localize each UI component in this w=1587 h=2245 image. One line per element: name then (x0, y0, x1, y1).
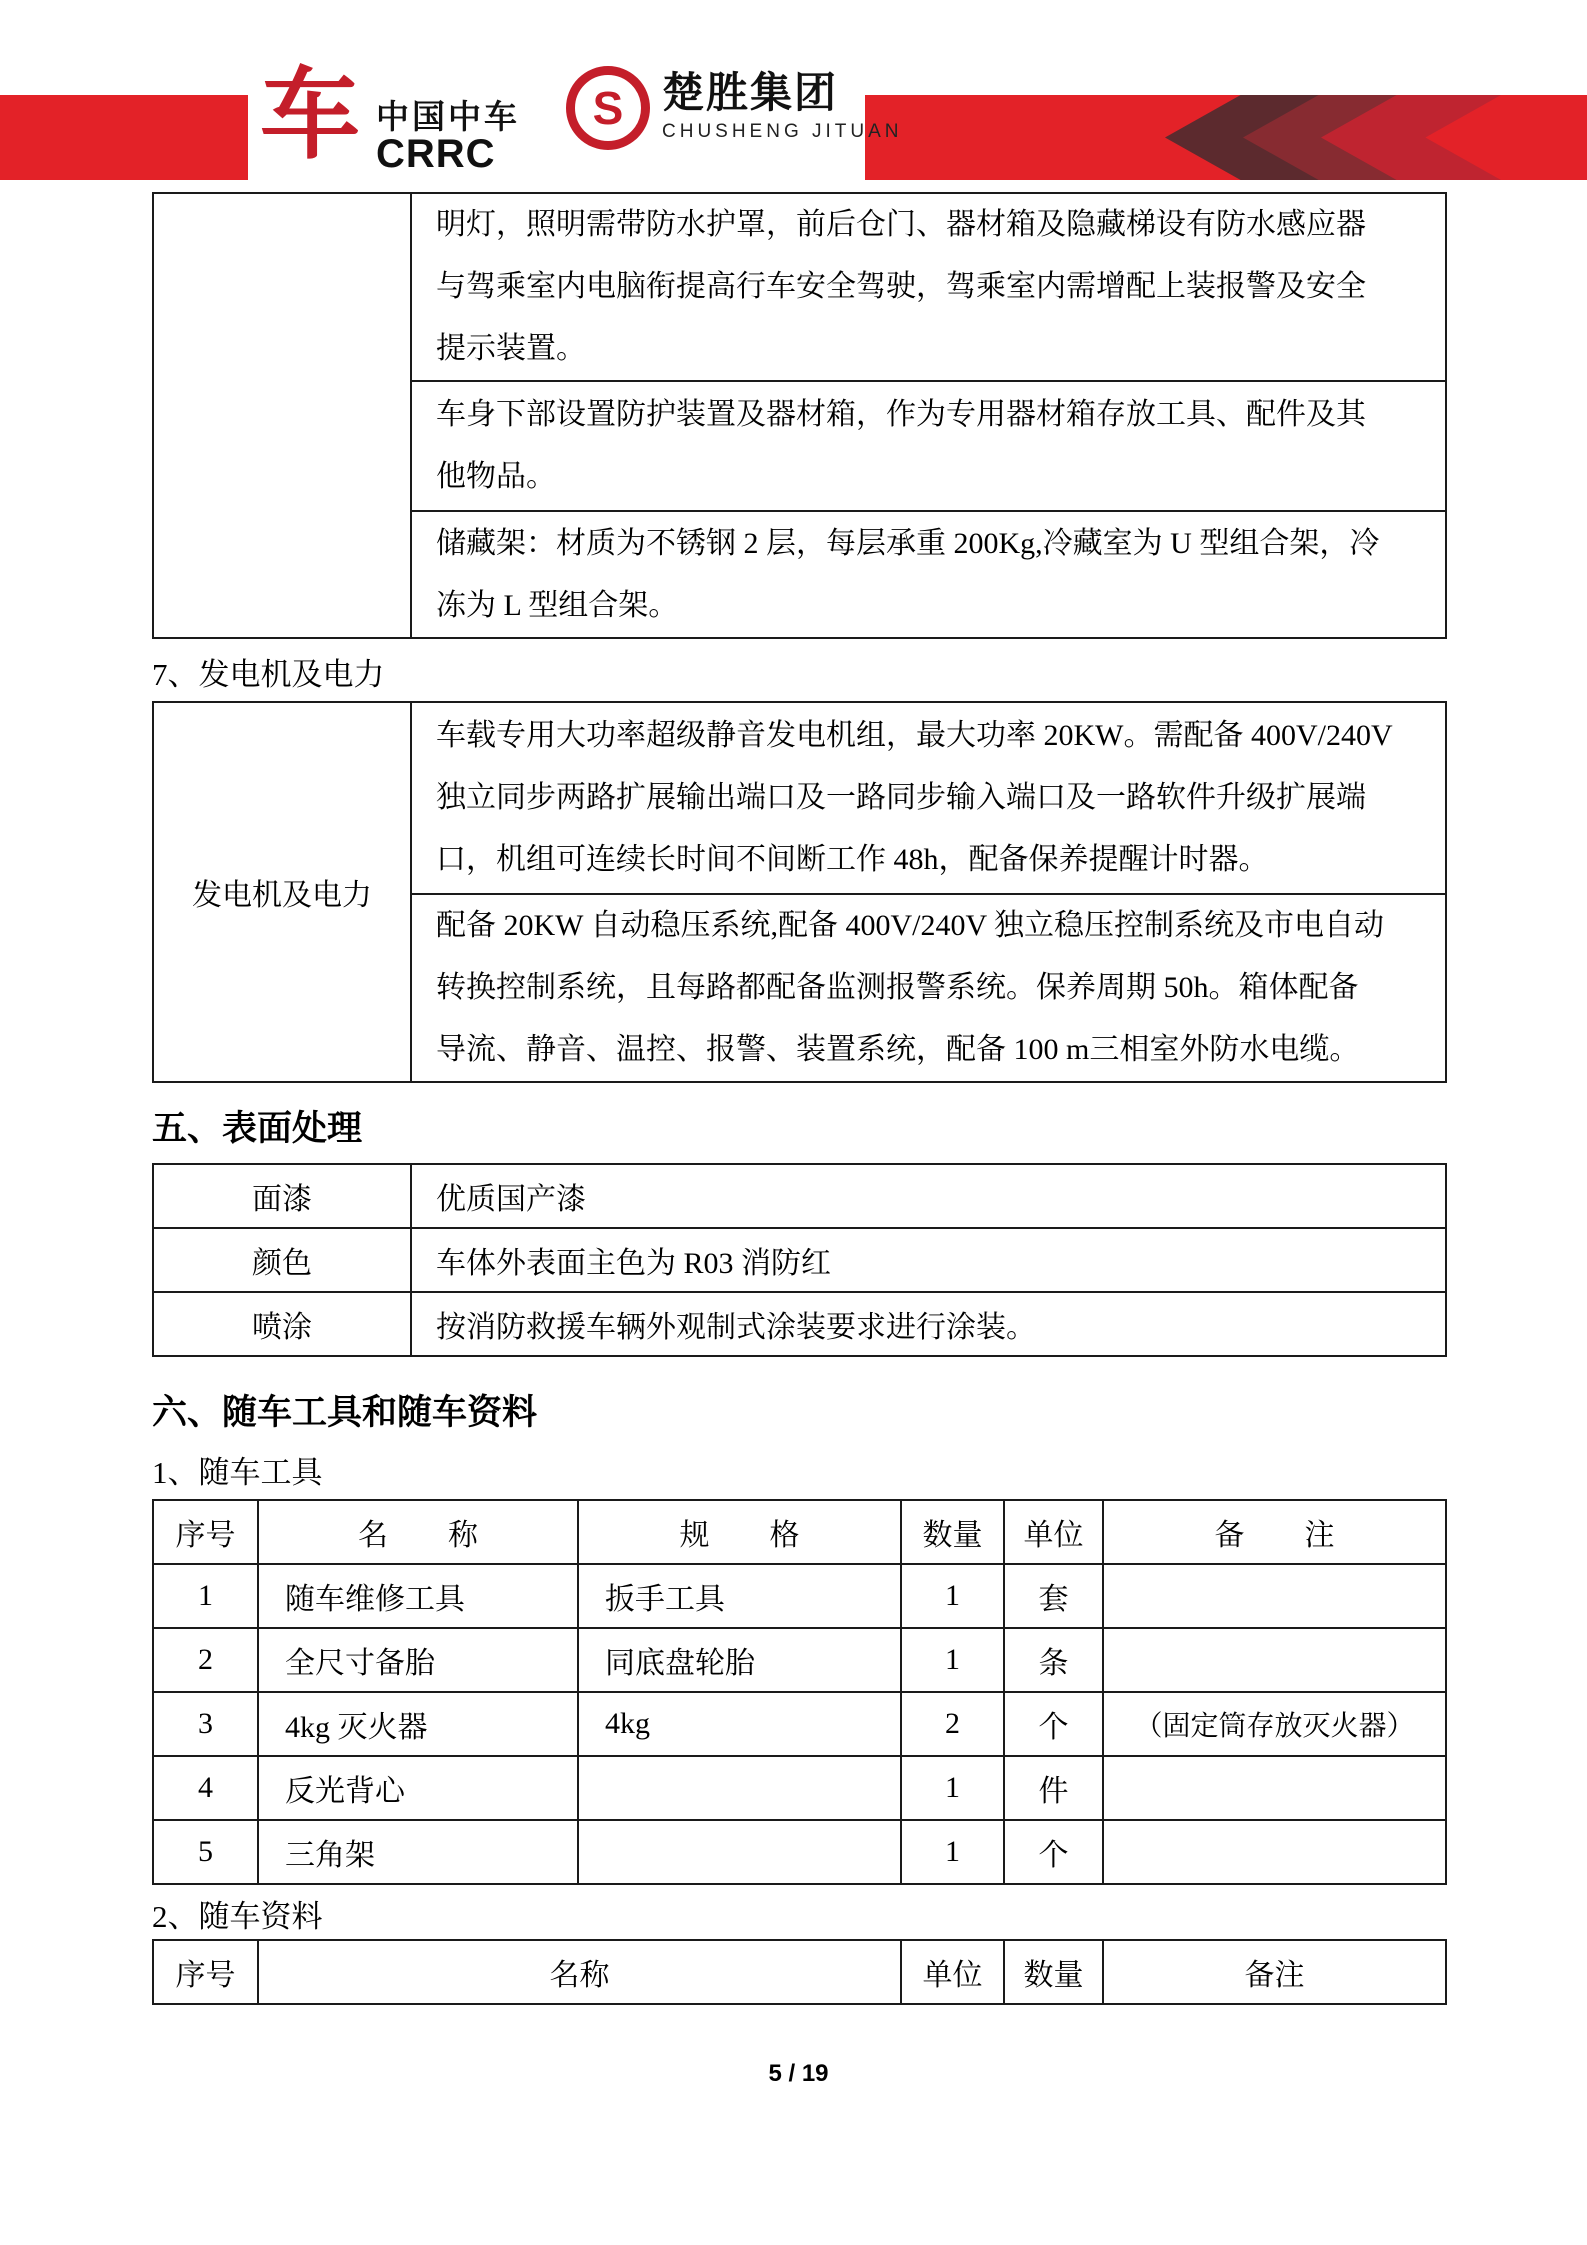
surface-table (152, 1163, 1447, 1357)
spec-text-line: 转换控制系统，且每路都配备监测报警系统。保养周期 50h。箱体配备 (436, 971, 1359, 1004)
generator-subheading: 7、发电机及电力 (152, 657, 385, 692)
table-row (153, 1756, 1446, 1820)
table-row (153, 1164, 1446, 1228)
tools-table (152, 1499, 1447, 1885)
tool-qty-cell: 2 (901, 1692, 1004, 1756)
tool-spec-cell: 同底盘轮胎 (578, 1628, 901, 1692)
col-header-remark: 备 注 (1103, 1500, 1446, 1564)
header-chevrons (1165, 95, 1495, 180)
spec-value-cell (411, 193, 1446, 381)
table-row (153, 1292, 1446, 1356)
tool-remark-cell: （固定筒存放灭火器） (1103, 1692, 1446, 1756)
tool-qty-cell: 1 (901, 1820, 1004, 1884)
tool-index-cell: 3 (153, 1692, 258, 1756)
table-header-row (153, 1940, 1446, 2004)
col-header-name: 名称 (258, 1940, 901, 2004)
crrc-emblem-icon: 车 (260, 55, 360, 173)
tool-index-cell: 5 (153, 1820, 258, 1884)
tool-unit-cell: 条 (1004, 1628, 1103, 1692)
table-row (153, 702, 1446, 894)
spec-text-line: 导流、静音、温控、报警、装置系统，配备 100 m三相室外防水电缆。 (436, 1033, 1360, 1066)
tool-spec-cell: 扳手工具 (578, 1564, 901, 1628)
tools-subheading: 1、随车工具 (152, 1455, 323, 1490)
col-header-index: 序号 (153, 1500, 258, 1564)
tool-remark-cell (1103, 1564, 1446, 1628)
carryover-spec-table (152, 192, 1447, 639)
tool-unit-cell: 个 (1004, 1820, 1103, 1884)
surface-value-cell: 按消防救援车辆外观制式涂装要求进行涂装。 (411, 1292, 1446, 1356)
spec-value-cell (411, 511, 1446, 638)
generator-label-cell: 发电机及电力 (153, 702, 411, 1082)
tool-index-cell: 2 (153, 1628, 258, 1692)
documents-subheading: 2、随车资料 (152, 1899, 323, 1934)
spec-text-line: 车载专用大功率超级静音发电机组，最大功率 20KW。需配备 400V/240V (436, 719, 1393, 752)
tool-name-cell: 随车维修工具 (258, 1564, 578, 1628)
table-row (153, 1564, 1446, 1628)
tool-spec-cell (578, 1820, 901, 1884)
spec-text-line: 冻为 L 型组合架。 (436, 588, 679, 622)
crrc-name-cn: 中国中车 (376, 97, 520, 136)
tool-remark-cell (1103, 1756, 1446, 1820)
spec-text-line: 他物品。 (436, 460, 556, 493)
tool-name-cell: 4kg 灭火器 (258, 1692, 578, 1756)
table-row (153, 1228, 1446, 1292)
spec-text-line: 明灯，照明需带防水护罩，前后仓门、器材箱及隐藏梯设有防水感应器 (436, 208, 1366, 241)
tool-qty-cell: 1 (901, 1628, 1004, 1692)
spec-label-cell (153, 193, 411, 638)
col-header-unit: 单位 (1004, 1500, 1103, 1564)
col-header-qty: 数量 (1004, 1940, 1103, 2004)
generator-value-cell (411, 702, 1446, 894)
chusheng-emblem-icon (566, 66, 650, 150)
tool-name-cell: 全尺寸备胎 (258, 1628, 578, 1692)
generator-table (152, 701, 1447, 1083)
spec-text-line: 储藏架：材质为不锈钢 2 层，每层承重 200Kg,冷藏室为 U 型组合架，冷 (436, 526, 1380, 560)
tool-unit-cell: 套 (1004, 1564, 1103, 1628)
tool-spec-cell (578, 1756, 901, 1820)
spec-text-line: 车身下部设置防护装置及器材箱，作为专用器材箱存放工具、配件及其 (436, 398, 1366, 431)
page-number: 5 / 19 (768, 2060, 829, 2087)
section-heading-surface: 五、表面处理 (152, 1109, 363, 1148)
chusheng-emblem-glyph: S (592, 82, 624, 134)
surface-value-cell: 车体外表面主色为 R03 消防红 (411, 1228, 1446, 1292)
spec-text-line: 独立同步两路扩展输出端口及一路同步输入端口及一路软件升级扩展端 (436, 781, 1366, 814)
section-heading-accessories: 六、随车工具和随车资料 (152, 1393, 538, 1432)
surface-label-cell: 颜色 (153, 1228, 411, 1292)
tool-name-cell: 三角架 (258, 1820, 578, 1884)
tool-unit-cell: 件 (1004, 1756, 1103, 1820)
col-header-spec: 规 格 (578, 1500, 901, 1564)
tool-remark-cell (1103, 1628, 1446, 1692)
surface-label-cell: 喷涂 (153, 1292, 411, 1356)
tool-spec-cell: 4kg (578, 1692, 901, 1756)
surface-label-cell: 面漆 (153, 1164, 411, 1228)
table-row (153, 1692, 1446, 1756)
tool-unit-cell: 个 (1004, 1692, 1103, 1756)
generator-value-cell (411, 894, 1446, 1082)
chusheng-name-en: CHUSHENG JITUAN (662, 121, 903, 142)
table-row (153, 1820, 1446, 1884)
spec-value-cell (411, 381, 1446, 511)
chusheng-name-cn: 楚胜集团 (662, 68, 839, 117)
col-header-name: 名 称 (258, 1500, 578, 1564)
table-header-row (153, 1500, 1446, 1564)
crrc-name-en: CRRC (376, 132, 496, 176)
col-header-remark: 备注 (1103, 1940, 1446, 2004)
tool-remark-cell (1103, 1820, 1446, 1884)
col-header-unit: 单位 (901, 1940, 1004, 2004)
tool-index-cell: 1 (153, 1564, 258, 1628)
col-header-qty: 数量 (901, 1500, 1004, 1564)
page-content (152, 192, 1445, 2088)
tool-qty-cell: 1 (901, 1564, 1004, 1628)
table-row (153, 193, 1446, 381)
crrc-logo (376, 97, 520, 176)
spec-text-line: 口，机组可连续长时间不间断工作 48h，配备保养提醒计时器。 (436, 843, 1269, 876)
spec-text-line: 与驾乘室内电脑衔提高行车安全驾驶，驾乘室内需增配上装报警及安全 (436, 270, 1366, 303)
spec-text-line: 提示装置。 (436, 332, 586, 365)
surface-value-cell: 优质国产漆 (411, 1164, 1446, 1228)
documents-table (152, 1939, 1447, 2005)
col-header-index: 序号 (153, 1940, 258, 2004)
chusheng-logo (662, 70, 903, 143)
table-row (153, 1628, 1446, 1692)
tool-name-cell: 反光背心 (258, 1756, 578, 1820)
spec-text-line: 配备 20KW 自动稳压系统,配备 400V/240V 独立稳压控制系统及市电自动 (436, 909, 1385, 942)
tool-index-cell: 4 (153, 1756, 258, 1820)
tool-qty-cell: 1 (901, 1756, 1004, 1820)
